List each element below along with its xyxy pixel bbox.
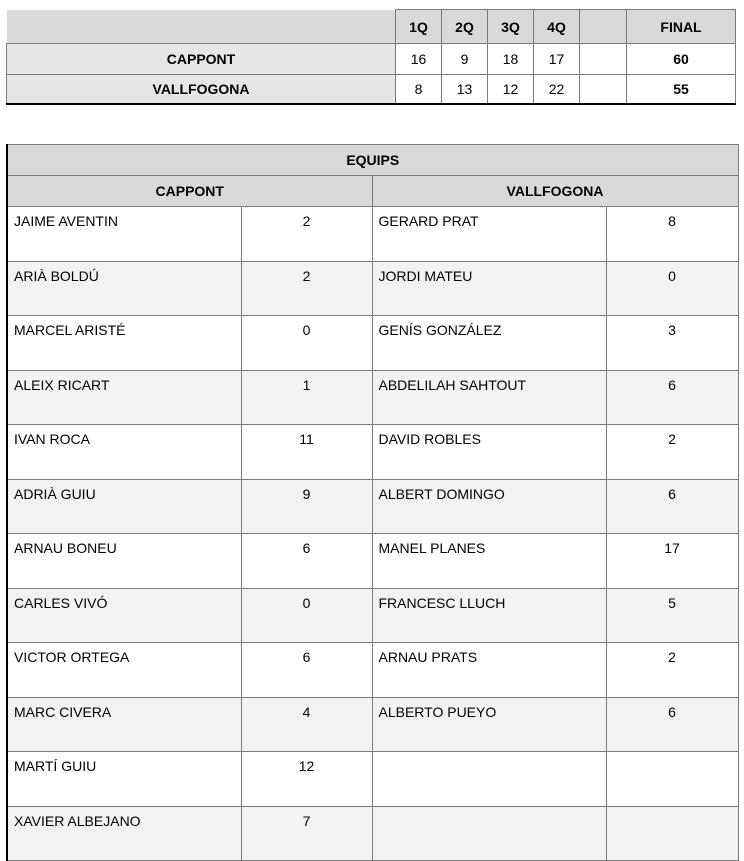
header-extra: [580, 10, 627, 44]
score-extra: [580, 75, 627, 105]
away-player-name: ARNAU PRATS: [372, 643, 606, 698]
home-player-name: ARNAU BONEU: [7, 534, 241, 589]
table-row: [7, 697, 738, 752]
away-player-points: 2: [606, 425, 738, 480]
header-q1: 1Q: [396, 10, 442, 44]
home-team-header: CAPPONT: [7, 176, 372, 207]
away-player-name: GERARD PRAT: [372, 207, 606, 262]
roster-title-row: [7, 145, 738, 176]
table-row: [7, 806, 738, 861]
table-row: [7, 261, 738, 316]
home-player-points: 0: [241, 316, 372, 371]
score-team-name: CAPPONT: [7, 44, 396, 75]
quarter-score-table: [6, 9, 736, 105]
table-row: [7, 370, 738, 425]
score-q1: 8: [396, 75, 442, 105]
header-q3: 3Q: [488, 10, 534, 44]
roster-body: [7, 207, 738, 861]
score-q4: 22: [534, 75, 580, 105]
score-q2: 13: [442, 75, 488, 105]
away-player-points: 5: [606, 588, 738, 643]
header-q4: 4Q: [534, 10, 580, 44]
home-player-name: MARCEL ARISTÉ: [7, 316, 241, 371]
home-player-points: 12: [241, 752, 372, 807]
score-final: 55: [627, 75, 736, 105]
away-player-name: ABDELILAH SAHTOUT: [372, 370, 606, 425]
score-row: [7, 75, 736, 105]
home-player-points: 9: [241, 479, 372, 534]
away-player-name: ALBERT DOMINGO: [372, 479, 606, 534]
score-header-blank: [7, 10, 396, 44]
home-player-points: 11: [241, 425, 372, 480]
table-row: [7, 479, 738, 534]
header-q2: 2Q: [442, 10, 488, 44]
away-player-name: [372, 752, 606, 807]
home-player-name: MARC CIVERA: [7, 697, 241, 752]
score-final: 60: [627, 44, 736, 75]
away-player-points: [606, 752, 738, 807]
home-player-points: 0: [241, 588, 372, 643]
table-row: [7, 643, 738, 698]
away-player-points: 2: [606, 643, 738, 698]
home-player-points: 2: [241, 261, 372, 316]
away-player-name: MANEL PLANES: [372, 534, 606, 589]
score-q2: 9: [442, 44, 488, 75]
home-player-points: 4: [241, 697, 372, 752]
away-player-points: [606, 806, 738, 861]
away-team-header: VALLFOGONA: [372, 176, 738, 207]
roster-title: EQUIPS: [7, 145, 738, 176]
away-player-points: 3: [606, 316, 738, 371]
home-player-points: 6: [241, 643, 372, 698]
table-row: [7, 588, 738, 643]
away-player-name: GENÍS GONZÁLEZ: [372, 316, 606, 371]
header-final: FINAL: [627, 10, 736, 44]
score-q3: 18: [488, 44, 534, 75]
score-team-name: VALLFOGONA: [7, 75, 396, 105]
away-player-name: DAVID ROBLES: [372, 425, 606, 480]
score-row: [7, 44, 736, 75]
away-player-points: 17: [606, 534, 738, 589]
score-q4: 17: [534, 44, 580, 75]
score-q3: 12: [488, 75, 534, 105]
away-player-points: 0: [606, 261, 738, 316]
away-player-name: JORDI MATEU: [372, 261, 606, 316]
away-player-points: 6: [606, 479, 738, 534]
home-player-name: ALEIX RICART: [7, 370, 241, 425]
score-q1: 16: [396, 44, 442, 75]
away-player-name: FRANCESC LLUCH: [372, 588, 606, 643]
home-player-points: 2: [241, 207, 372, 262]
roster-teams-row: [7, 176, 738, 207]
home-player-name: VICTOR ORTEGA: [7, 643, 241, 698]
score-header-row: [7, 10, 736, 44]
away-player-points: 6: [606, 370, 738, 425]
table-row: [7, 425, 738, 480]
home-player-name: IVAN ROCA: [7, 425, 241, 480]
away-player-points: 6: [606, 697, 738, 752]
home-player-points: 7: [241, 806, 372, 861]
home-player-points: 6: [241, 534, 372, 589]
away-player-name: [372, 806, 606, 861]
table-row: [7, 316, 738, 371]
roster-table: [6, 144, 739, 861]
home-player-name: ARIÀ BOLDÚ: [7, 261, 241, 316]
home-player-name: ADRIÀ GUIU: [7, 479, 241, 534]
table-row: [7, 534, 738, 589]
away-player-name: ALBERTO PUEYO: [372, 697, 606, 752]
home-player-name: CARLES VIVÓ: [7, 588, 241, 643]
table-row: [7, 752, 738, 807]
home-player-name: JAIME AVENTIN: [7, 207, 241, 262]
away-player-points: 8: [606, 207, 738, 262]
home-player-points: 1: [241, 370, 372, 425]
home-player-name: XAVIER ALBEJANO: [7, 806, 241, 861]
score-extra: [580, 44, 627, 75]
table-row: [7, 207, 738, 262]
home-player-name: MARTÍ GUIU: [7, 752, 241, 807]
